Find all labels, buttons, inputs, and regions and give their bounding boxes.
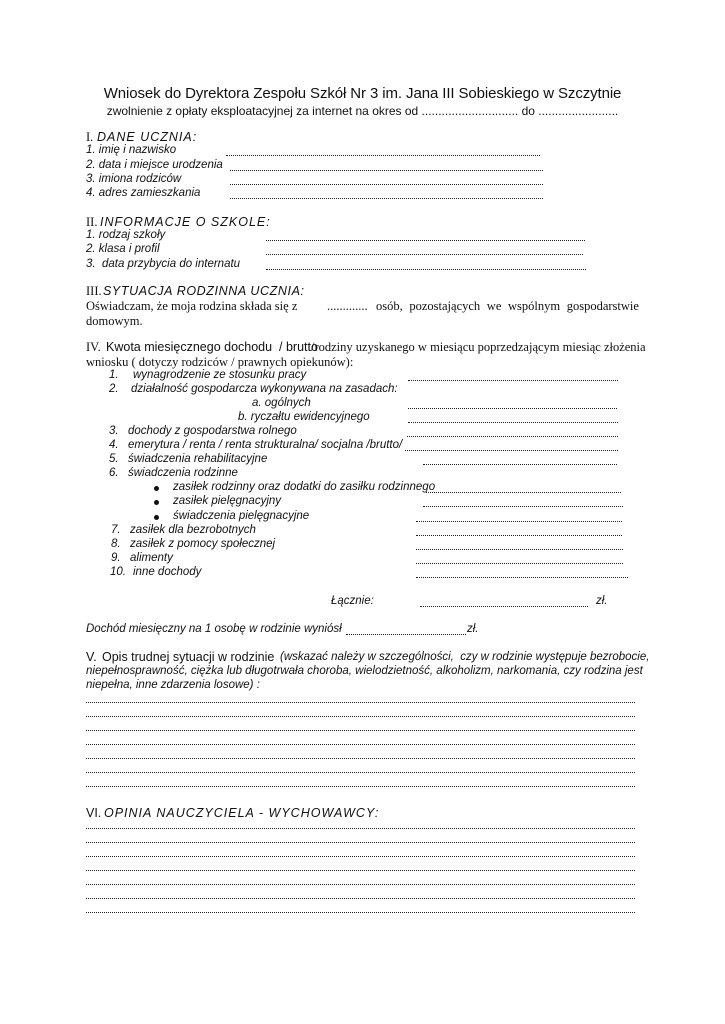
situation-line[interactable] — [86, 730, 635, 731]
income-field-salary[interactable] — [408, 380, 618, 381]
income-field-family-allowance[interactable] — [426, 492, 621, 493]
opinion-line[interactable] — [86, 898, 635, 899]
income-field-rehabilitation[interactable] — [423, 464, 617, 465]
section-4-title: Kwota miesięcznego dochodu / brutto — [106, 340, 318, 354]
section-5-title: Opis trudnej sytuacji w rodzinie — [102, 650, 275, 664]
income-item-number: 7. — [111, 524, 121, 536]
section-2-number: II. — [86, 215, 98, 229]
section-3-number: III. — [86, 284, 102, 298]
situation-line[interactable] — [86, 758, 635, 759]
per-person-label: Dochód miesięczny na 1 osobę w rodzinie wyniósł — [86, 623, 342, 635]
total-field[interactable] — [420, 606, 588, 607]
situation-line[interactable] — [86, 772, 635, 773]
section-3-title: SYTUACJA RODZINNA UCZNIA: — [103, 284, 305, 298]
total-label: Łącznie: — [331, 595, 374, 607]
field-line-parents[interactable] — [230, 184, 543, 185]
bullet-icon — [154, 515, 159, 520]
per-person-unit: zł. — [467, 623, 479, 635]
income-item-number: 6. — [109, 467, 119, 479]
field-label-name: 1. imię i nazwisko — [86, 144, 177, 156]
field-label-parents: 3. imiona rodziców — [86, 173, 182, 185]
income-item-label: a. ogólnych — [252, 397, 311, 409]
opinion-line[interactable] — [86, 912, 635, 913]
opinion-line[interactable] — [86, 870, 635, 871]
section-5-description: niepełnosprawność, ciężka lub długotrwała choroba, wielodzietność, alkoholizm, narkomania, czy rodzina jest — [86, 665, 643, 677]
income-field-pension[interactable] — [405, 450, 618, 451]
income-item-number: 2. — [109, 383, 119, 395]
income-item-label: dochody z gospodarstwa rolnego — [128, 425, 297, 437]
family-statement-end: domowym. — [86, 314, 143, 328]
income-field-farm[interactable] — [407, 436, 618, 437]
opinion-line[interactable] — [86, 856, 635, 857]
opinion-line[interactable] — [86, 884, 635, 885]
section-4-subtitle: wniosku ( dotyczy rodziców / prawnych opiekunów): — [86, 355, 354, 369]
form-title: Wniosek do Dyrektora Zespołu Szkół Nr 3 im. Jana III Sobieskiego w Szczytnie — [103, 85, 622, 102]
section-1-number: I. — [86, 130, 94, 144]
income-item-number: 4. — [109, 439, 119, 451]
situation-line[interactable] — [86, 786, 635, 787]
income-item-number: 5. — [109, 453, 119, 465]
family-statement-text: Oświadczam, że moja rodzina składa się z — [86, 299, 298, 313]
field-line-name[interactable] — [226, 155, 540, 156]
income-item-number: 1. — [109, 369, 119, 381]
section-6-number: VI. — [86, 806, 102, 820]
situation-line[interactable] — [86, 744, 635, 745]
income-item-label: inne dochody — [133, 566, 202, 578]
income-field-business-flat-tax[interactable] — [408, 422, 618, 423]
income-item-label: zasiłek rodzinny oraz dodatki do zasiłku rodzinnego — [173, 481, 436, 493]
income-field-social-assistance[interactable] — [416, 549, 623, 550]
form-subtitle: zwolnienie z opłaty eksploatacyjnej za internet na okres od ............................. do ........................ — [106, 104, 619, 118]
field-line-address[interactable] — [230, 198, 543, 199]
section-4-title-cont: /rodziny uzyskanego w miesiącu poprzedzającym miesiąc złożenia — [311, 340, 646, 354]
income-field-unemployment[interactable] — [416, 535, 622, 536]
field-line-class[interactable] — [266, 254, 583, 255]
income-field-business-general[interactable] — [408, 408, 617, 409]
bullet-icon — [154, 500, 159, 505]
income-item-label: zasiłek z pomocy społecznej — [130, 538, 276, 550]
section-6-title: OPINIA NAUCZYCIELA - WYCHOWAWCY: — [104, 806, 380, 820]
section-5-number: V. — [86, 650, 97, 664]
income-item-label: zasiłek dla bezrobotnych — [130, 524, 256, 536]
opinion-line[interactable] — [86, 842, 635, 843]
section-5-description: niepełna, inne zdarzenia losowe) : — [86, 679, 260, 691]
total-unit: zł. — [596, 595, 608, 607]
income-item-label: działalność gospodarcza wykonywana na zasadach: — [131, 383, 398, 395]
income-item-label: emerytura / renta / renta strukturalna/ socjalna /brutto/ — [128, 439, 403, 451]
field-label-class: 2. klasa i profil — [86, 243, 160, 255]
field-line-arrival-date[interactable] — [266, 269, 586, 270]
per-person-field[interactable] — [346, 634, 466, 635]
field-label-arrival-date: 3. data przybycia do internatu — [86, 258, 241, 270]
section-1-title: DANE UCZNIA: — [97, 130, 198, 144]
field-line-school-type[interactable] — [266, 240, 585, 241]
income-item-label: świadczenia rehabilitacyjne — [128, 453, 268, 465]
income-field-other[interactable] — [416, 577, 628, 578]
bullet-icon — [154, 486, 159, 491]
income-item-number: 8. — [111, 538, 121, 550]
income-field-alimony[interactable] — [416, 563, 623, 564]
income-field-care-benefits[interactable] — [416, 521, 622, 522]
income-item-number: 3. — [109, 425, 119, 437]
income-item-number: 10. — [110, 566, 126, 578]
situation-line[interactable] — [86, 702, 635, 703]
field-label-school-type: 1. rodzaj szkoły — [86, 229, 166, 241]
field-line-birth[interactable] — [230, 170, 543, 171]
income-item-number: 9. — [111, 552, 121, 564]
section-2-title: INFORMACJE O SZKOLE: — [100, 215, 271, 229]
income-item-label: b. ryczałtu ewidencyjnego — [238, 411, 370, 423]
section-4-number: IV. — [86, 340, 101, 354]
income-field-care-allowance[interactable] — [423, 506, 623, 507]
income-item-label: alimenty — [130, 552, 173, 564]
section-5-description: (wskazać należy w szczególności, czy w rodzinie występuje bezrobocie, — [280, 651, 650, 663]
family-size-field[interactable]: ............. — [327, 299, 368, 313]
income-item-label: zasiłek pielęgnacyjny — [173, 495, 282, 507]
family-statement-text-cont: osób, pozostających we wspólnym gospodarstwie — [376, 299, 639, 313]
situation-line[interactable] — [86, 716, 635, 717]
field-label-address: 4. adres zamieszkania — [86, 187, 201, 199]
opinion-line[interactable] — [86, 828, 635, 829]
income-item-label: świadczenia rodzinne — [128, 467, 238, 479]
income-item-label: wynagrodzenie ze stosunku pracy — [133, 369, 307, 381]
income-item-label: świadczenia pielęgnacyjne — [173, 510, 310, 522]
field-label-birth: 2. data i miejsce urodzenia — [86, 159, 223, 171]
